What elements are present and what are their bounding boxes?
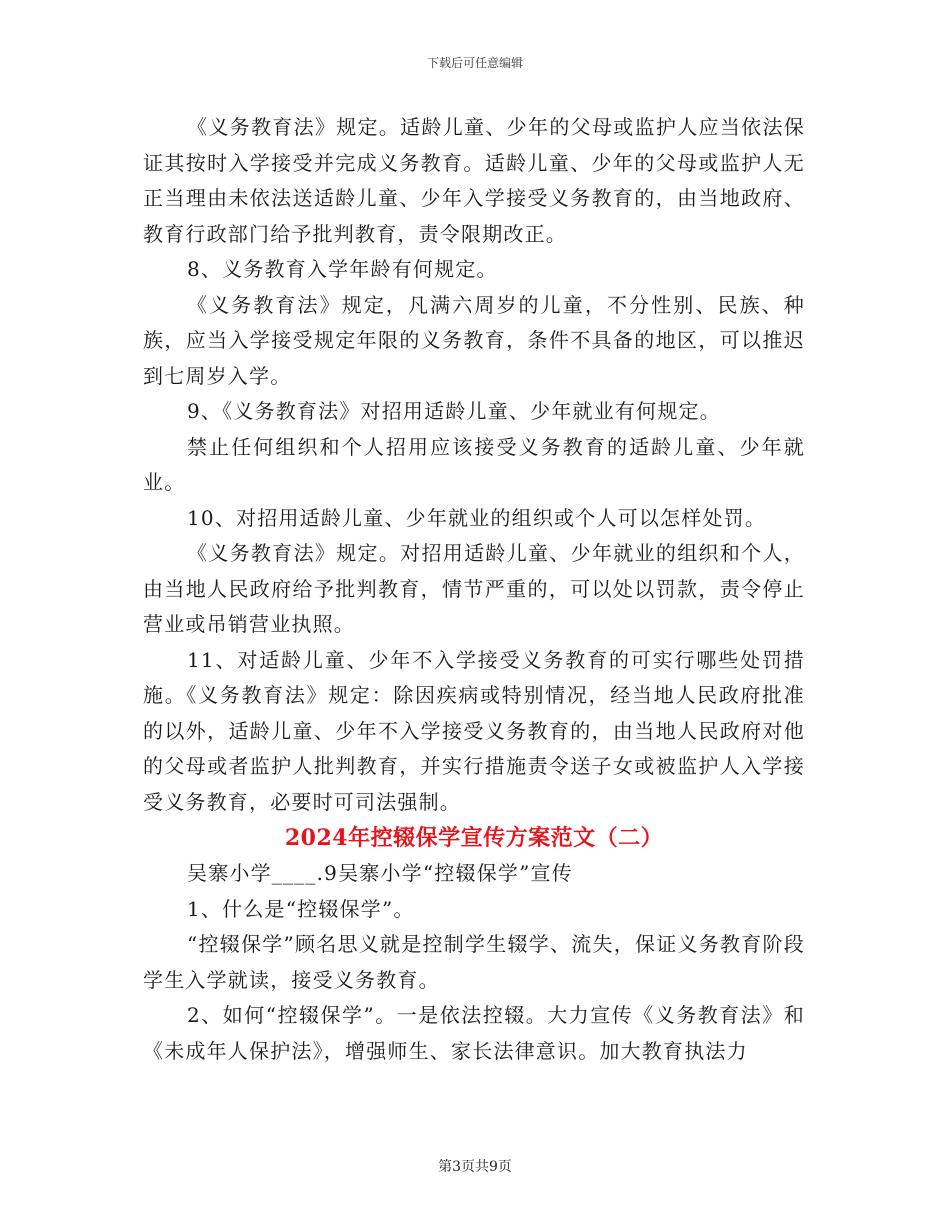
paragraph: 吴寨小学____.9吴寨小学“控辍保学”宣传 [187,861,573,885]
document-body [143,110,805,1069]
question-heading: 1、什么是“控辍保学”。 [187,896,415,921]
page-number-footer: 第3页共9页 [438,1159,512,1175]
paragraph: “控辍保学”顾名思义就是控制学生辍学、流失，保证义务教育阶段学生入学就读，接受义务教育。 [143,932,805,992]
paragraph: 《义务教育法》规定。适龄儿童、少年的父母或监护人应当依法保证其按时入学接受并完成义务教育。适龄儿童、少年的父母或监护人无正当理由未依法送适龄儿童、少年入学接受义务教育的，由当地政府、教育行政部门给予批判教育，责令限期改正。 [143,115,805,246]
paragraph: 2、如何“控辍保学”。一是依法控辍。大力宣传《义务教育法》和《未成年人保护法》，增强师生、家长法律意识。加大教育执法力 [143,1003,805,1063]
paragraph: 《义务教育法》规定，凡满六周岁的儿童，不分性别、民族、种族，应当入学接受规定年限的义务教育，条件不具备的地区，可以推迟到七周岁入学。 [143,292,805,388]
section-heading: 2024年控辍保学宣传方案范文（二） [284,825,664,851]
paragraph: 11、对适龄儿童、少年不入学接受义务教育的可实行哪些处罚措施。《义务教育法》规定：除因疾病或特别情况，经当地人民政府批准的以外，适龄儿童、少年不入学接受义务教育的，由当地人民政府对他的父母或者监护人批判教育，并实行措施责令送子女或被监护人入学接受义务教育，必要时可司法强制。 [143,647,805,814]
paragraph: 《义务教育法》规定。对招用适龄儿童、少年就业的组织和个人，由当地人民政府给予批判教育，情节严重的，可以处以罚款，责令停止营业或吊销营业执照。 [143,541,805,636]
paragraph: 禁止任何组织和个人招用应该接受义务教育的适龄儿童、少年就业。 [143,434,805,494]
page-header-note: 下载后可任意编辑 [426,56,523,70]
question-heading: 10、对招用适龄儿童、少年就业的组织或个人可以怎样处罚。 [187,505,767,530]
question-heading: 9、《义务教育法》对招用适龄儿童、少年就业有何规定。 [187,399,721,423]
question-heading: 8、义务教育入学年龄有何规定。 [187,257,498,281]
